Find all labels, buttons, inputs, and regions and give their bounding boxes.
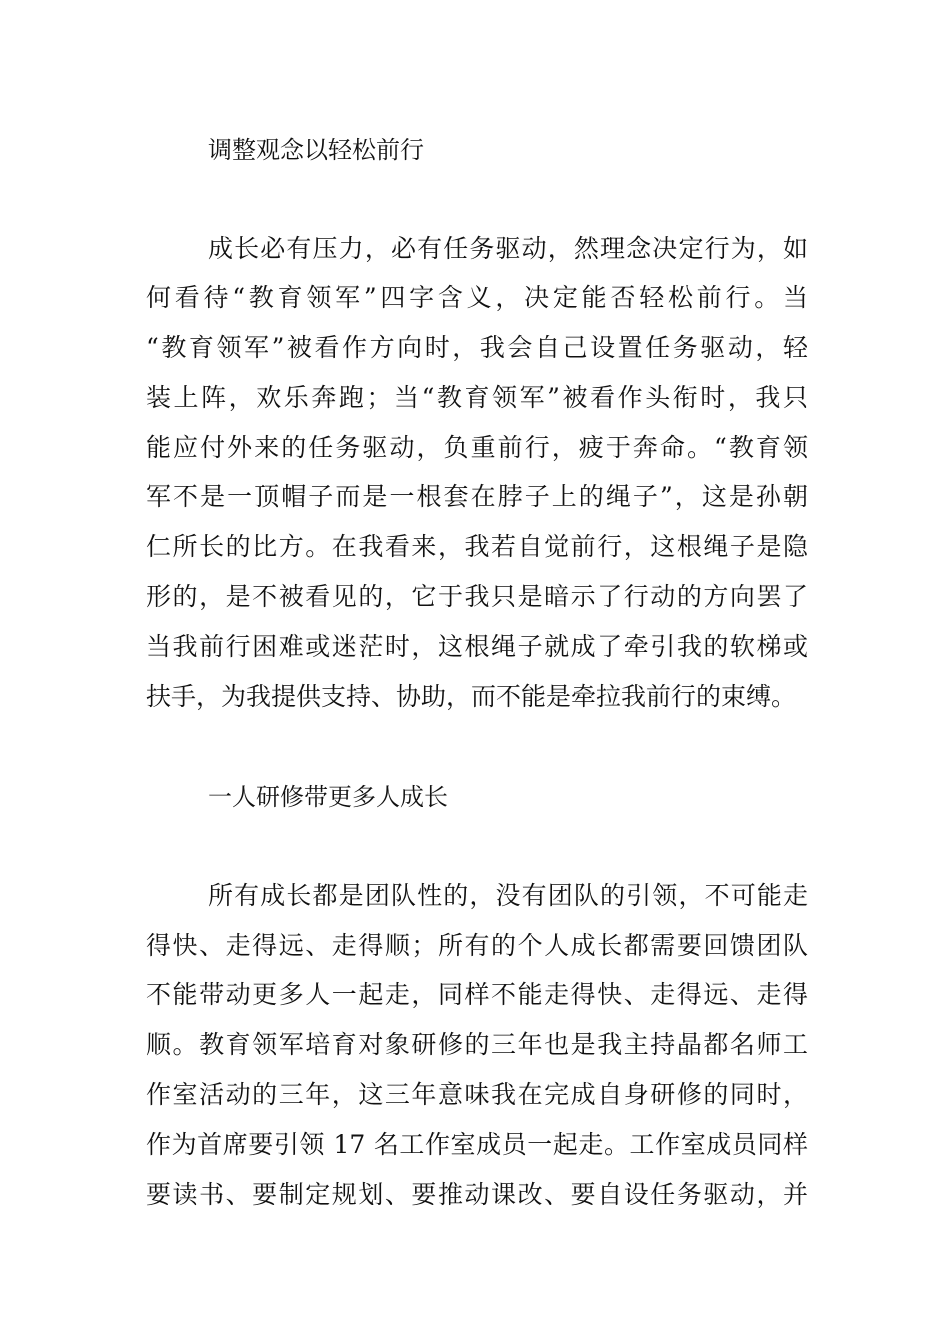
section-heading-team-growth: 一人研修带更多人成长 <box>208 783 448 811</box>
paragraph-line: 装上阵，欢乐奔跑；当“教育领军”被看作头衔时，我只 <box>146 383 808 412</box>
paragraph-line: 能应付外来的任务驱动，负重前行，疲于奔命。“教育领 <box>146 433 808 462</box>
paragraph-line: 成长必有压力，必有任务驱动，然理念决定行为，如 <box>208 234 808 263</box>
paragraph-line: 何看待“教育领军”四字含义，决定能否轻松前行。当 <box>146 283 808 312</box>
paragraph-line: 作室活动的三年，这三年意味我在完成自身研修的同时， <box>146 1080 808 1109</box>
paragraph-line: 所有成长都是团队性的，没有团队的引领，不可能走 <box>208 881 808 910</box>
section-heading-adjust-mindset: 调整观念以轻松前行 <box>208 136 424 164</box>
paragraph-line: 不能带动更多人一起走，同样不能走得快、走得远、走得 <box>146 980 808 1009</box>
paragraph-line: “教育领军”被看作方向时，我会自己设置任务驱动，轻 <box>146 333 808 362</box>
paragraph-line: 当我前行困难或迷茫时，这根绳子就成了牵引我的软梯或 <box>146 632 808 661</box>
paragraph-line: 扶手，为我提供支持、协助，而不能是牵拉我前行的束缚。 <box>146 682 797 711</box>
paragraph-line: 作为首席要引领 17 名工作室成员一起走。工作室成员同样 <box>146 1130 808 1159</box>
paragraph-line: 要读书、要制定规划、要推动课改、要自设任务驱动，并 <box>146 1180 808 1209</box>
paragraph-line: 仁所长的比方。在我看来，我若自觉前行，这根绳子是隐 <box>146 532 808 561</box>
paragraph-line: 形的，是不被看见的，它于我只是暗示了行动的方向罢了 <box>146 582 808 611</box>
paragraph-line: 得快、走得远、走得顺；所有的个人成长都需要回馈团队 <box>146 931 808 960</box>
paragraph-line: 军不是一顶帽子而是一根套在脖子上的绳子”，这是孙朝 <box>146 482 808 511</box>
paragraph-line: 顺。教育领军培育对象研修的三年也是我主持晶都名师工 <box>146 1030 808 1059</box>
